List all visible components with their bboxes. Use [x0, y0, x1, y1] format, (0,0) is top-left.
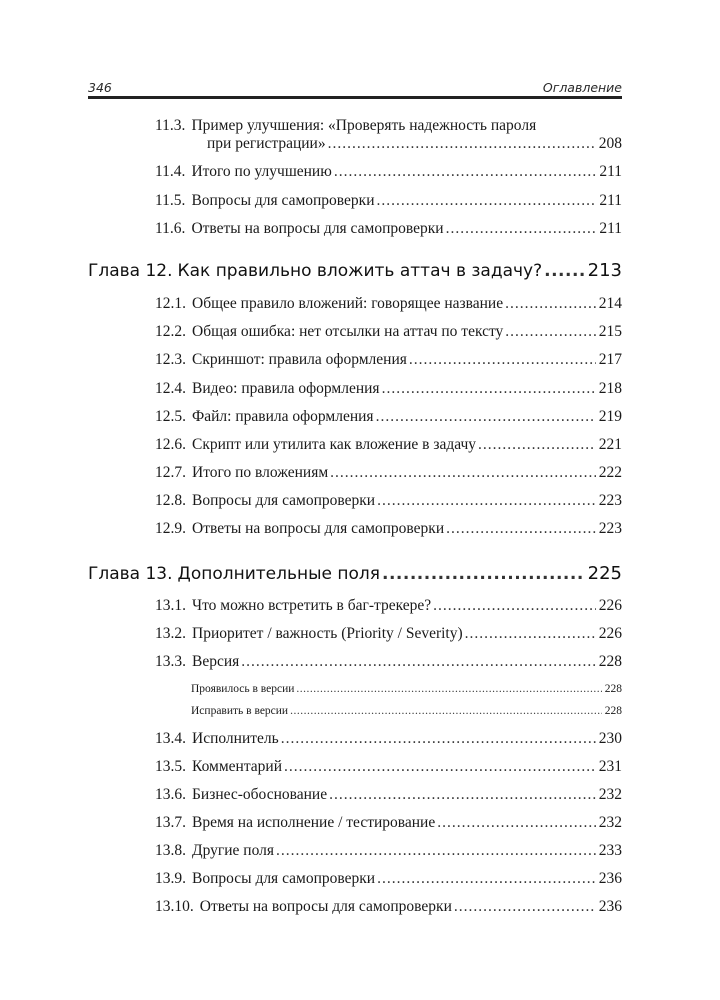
toc-entry-number: 12.7. — [155, 464, 186, 481]
dot-leader — [329, 786, 596, 804]
toc-subentry-title: Исправить в версии — [191, 705, 289, 717]
toc-entry-number: 13.6. — [155, 786, 186, 803]
toc-entry-13-2[interactable] — [155, 625, 622, 643]
toc-entry-12-1[interactable] — [155, 295, 622, 313]
toc-entry-number: 11.3. — [155, 117, 186, 134]
toc-entry-number: 12.1. — [155, 295, 186, 312]
chapter-title: Дополнительные поля — [177, 564, 381, 584]
toc-entry-page: 211 — [599, 163, 622, 180]
chapter-page: 225 — [587, 563, 622, 584]
toc-entry-title: Общее правило вложений: говорящее название — [192, 295, 504, 312]
toc-entry-number: 13.1. — [155, 597, 186, 614]
toc-entry-12-9[interactable] — [155, 520, 622, 538]
toc-entry-title: Время на исполнение / тестирование — [192, 814, 436, 831]
toc-entry-page: 226 — [598, 597, 622, 614]
toc-entry-page: 233 — [598, 842, 622, 859]
toc-entry-title: Итого по вложениям — [192, 464, 329, 481]
dot-leader — [330, 464, 596, 482]
toc-entry-12-4[interactable] — [155, 380, 622, 398]
toc-entry-number: 12.2. — [155, 323, 186, 340]
chapter-label: Глава 13. — [88, 564, 173, 584]
toc-entry-number: 11.5. — [155, 192, 186, 209]
chapter-title: Как правильно вложить аттач в задачу? — [177, 261, 543, 281]
toc-entry-13-4[interactable] — [155, 730, 622, 748]
toc-subentry-page: 228 — [604, 705, 622, 717]
dot-leader — [465, 625, 596, 643]
toc-entry-11-3[interactable] — [155, 117, 622, 153]
toc-entry-title: Бизнес-обоснование — [192, 786, 328, 803]
toc-entry-title: Вопросы для самопроверки — [192, 870, 376, 887]
toc-entry-page: 228 — [598, 653, 622, 670]
toc-entry-title: Итого по улучшению — [191, 163, 332, 180]
toc-entry-title: Исполнитель — [192, 730, 279, 747]
dot-leader — [276, 842, 596, 860]
toc-chapter-13[interactable] — [88, 564, 622, 584]
dot-leader — [437, 814, 596, 832]
toc-entry-title: Другие поля — [192, 842, 274, 859]
toc-entry-number: 13.8. — [155, 842, 186, 859]
toc-entry-page: 236 — [598, 898, 622, 915]
header-rule — [88, 96, 622, 99]
dot-leader — [328, 135, 596, 153]
dot-leader — [377, 492, 596, 510]
toc-entry-title: Файл: правила оформления — [192, 408, 374, 425]
toc-entry-11-5[interactable] — [155, 192, 622, 210]
toc-entry-12-7[interactable] — [155, 464, 622, 482]
toc-entry-12-2[interactable] — [155, 323, 622, 341]
toc-entry-number: 13.3. — [155, 653, 186, 670]
toc-entry-page: 221 — [598, 436, 622, 453]
toc-entry-title: Ответы на вопросы для самопроверки — [192, 520, 445, 537]
dot-leader — [382, 564, 585, 584]
toc-entry-12-3[interactable] — [155, 351, 622, 369]
toc-entry-page: 217 — [598, 351, 622, 368]
toc-entry-number: 12.9. — [155, 520, 186, 537]
chapter-page: 213 — [587, 260, 622, 281]
header-title: Оглавление — [542, 80, 622, 95]
toc-entry-page: 232 — [598, 786, 622, 803]
dot-leader — [296, 682, 601, 696]
dot-leader — [446, 220, 597, 238]
toc-entry-number: 13.9. — [155, 870, 186, 887]
toc-entry-page: 230 — [598, 730, 622, 747]
toc-entry-title: Пример улучшения: «Проверять надежность пароля — [191, 117, 537, 134]
dot-leader — [376, 408, 596, 426]
toc-entry-page: 236 — [598, 870, 622, 887]
toc-entry-number: 12.3. — [155, 351, 186, 368]
toc-entry-page: 226 — [598, 625, 622, 642]
toc-entry-number: 11.6. — [155, 220, 186, 237]
toc-entry-13-6[interactable] — [155, 786, 622, 804]
dot-leader — [505, 323, 595, 341]
toc-entry-11-6[interactable] — [155, 220, 622, 238]
dot-leader — [281, 730, 596, 748]
toc-entry-13-10[interactable] — [155, 898, 622, 916]
toc-subentry-fix-in-version[interactable] — [191, 704, 622, 718]
toc-entry-13-3[interactable] — [155, 653, 622, 671]
toc-entry-13-8[interactable] — [155, 842, 622, 860]
toc-entry-number: 13.4. — [155, 730, 186, 747]
dot-leader — [241, 653, 595, 671]
toc-entry-page: 211 — [599, 192, 622, 209]
toc-entry-13-1[interactable] — [155, 597, 622, 615]
toc-entry-11-4[interactable] — [155, 163, 622, 181]
toc-entry-title: Ответы на вопросы для самопроверки — [191, 220, 444, 237]
toc-subentry-found-in-version[interactable] — [191, 682, 622, 696]
toc-entry-page: 215 — [598, 323, 622, 340]
dot-leader — [284, 758, 596, 776]
toc-entry-12-6[interactable] — [155, 436, 622, 454]
toc-entry-title: Комментарий — [192, 758, 282, 775]
toc-entry-number: 13.2. — [155, 625, 186, 642]
toc-entry-number: 12.4. — [155, 380, 186, 397]
dot-leader — [409, 351, 596, 369]
dot-leader — [382, 380, 596, 398]
toc-entry-number: 13.5. — [155, 758, 186, 775]
dot-leader — [454, 898, 596, 916]
dot-leader — [290, 704, 602, 718]
toc-entry-title: Ответы на вопросы для самопроверки — [199, 898, 452, 915]
toc-entry-13-5[interactable] — [155, 758, 622, 776]
toc-entry-number: 11.4. — [155, 163, 186, 180]
toc-entry-13-7[interactable] — [155, 814, 622, 832]
toc-entry-page: 214 — [598, 295, 622, 312]
dot-leader — [505, 295, 596, 313]
dot-leader — [433, 597, 596, 615]
dot-leader — [377, 870, 596, 888]
toc-entry-13-9[interactable] — [155, 870, 622, 888]
dot-leader — [446, 520, 596, 538]
toc-entry-page: 219 — [598, 408, 622, 425]
toc-entry-page: 208 — [598, 135, 622, 152]
toc-entry-page: 211 — [599, 220, 622, 237]
toc-entry-title: Скрипт или утилита как вложение в задачу — [192, 436, 477, 453]
toc-entry-title: Что можно встретить в баг-трекере? — [192, 597, 432, 614]
toc-entry-number: 12.5. — [155, 408, 186, 425]
toc-chapter-12[interactable] — [88, 261, 622, 281]
toc-entry-page: 223 — [598, 520, 622, 537]
toc-entry-page: 222 — [598, 464, 622, 481]
toc-entry-title: Приоритет / важность (Priority / Severity) — [192, 625, 463, 642]
toc-entry-title: Вопросы для самопроверки — [192, 492, 376, 509]
toc-entry-title: Скриншот: правила оформления — [192, 351, 407, 368]
dot-leader — [544, 261, 585, 281]
dot-leader — [377, 192, 597, 210]
toc-entry-title: Вопросы для самопроверки — [191, 192, 375, 209]
toc-entry-number: 12.8. — [155, 492, 186, 509]
toc-entry-number: 13.7. — [155, 814, 186, 831]
toc-subentry-page: 228 — [604, 683, 622, 695]
toc-entry-title: Общая ошибка: нет отсылки на аттач по тексту — [192, 323, 504, 340]
chapter-label: Глава 12. — [88, 261, 173, 281]
toc-entry-number: 13.10. — [155, 898, 194, 915]
toc-entry-page: 218 — [598, 380, 622, 397]
header-page-number: 346 — [88, 80, 112, 95]
running-header — [88, 80, 622, 96]
toc-entry-page: 223 — [598, 492, 622, 509]
dot-leader — [334, 163, 597, 181]
toc-entry-title: Видео: правила оформления — [192, 380, 380, 397]
toc-entry-number: 12.6. — [155, 436, 186, 453]
toc-entry-title: Версия — [192, 653, 240, 670]
toc-entry-12-5[interactable] — [155, 408, 622, 426]
toc-entry-page: 232 — [598, 814, 622, 831]
toc-entry-page: 231 — [598, 758, 622, 775]
dot-leader — [478, 436, 596, 454]
toc-entry-title-cont: при регистрации» — [207, 135, 326, 152]
toc-entry-12-8[interactable] — [155, 492, 622, 510]
toc-subentry-title: Проявилось в версии — [191, 683, 295, 695]
